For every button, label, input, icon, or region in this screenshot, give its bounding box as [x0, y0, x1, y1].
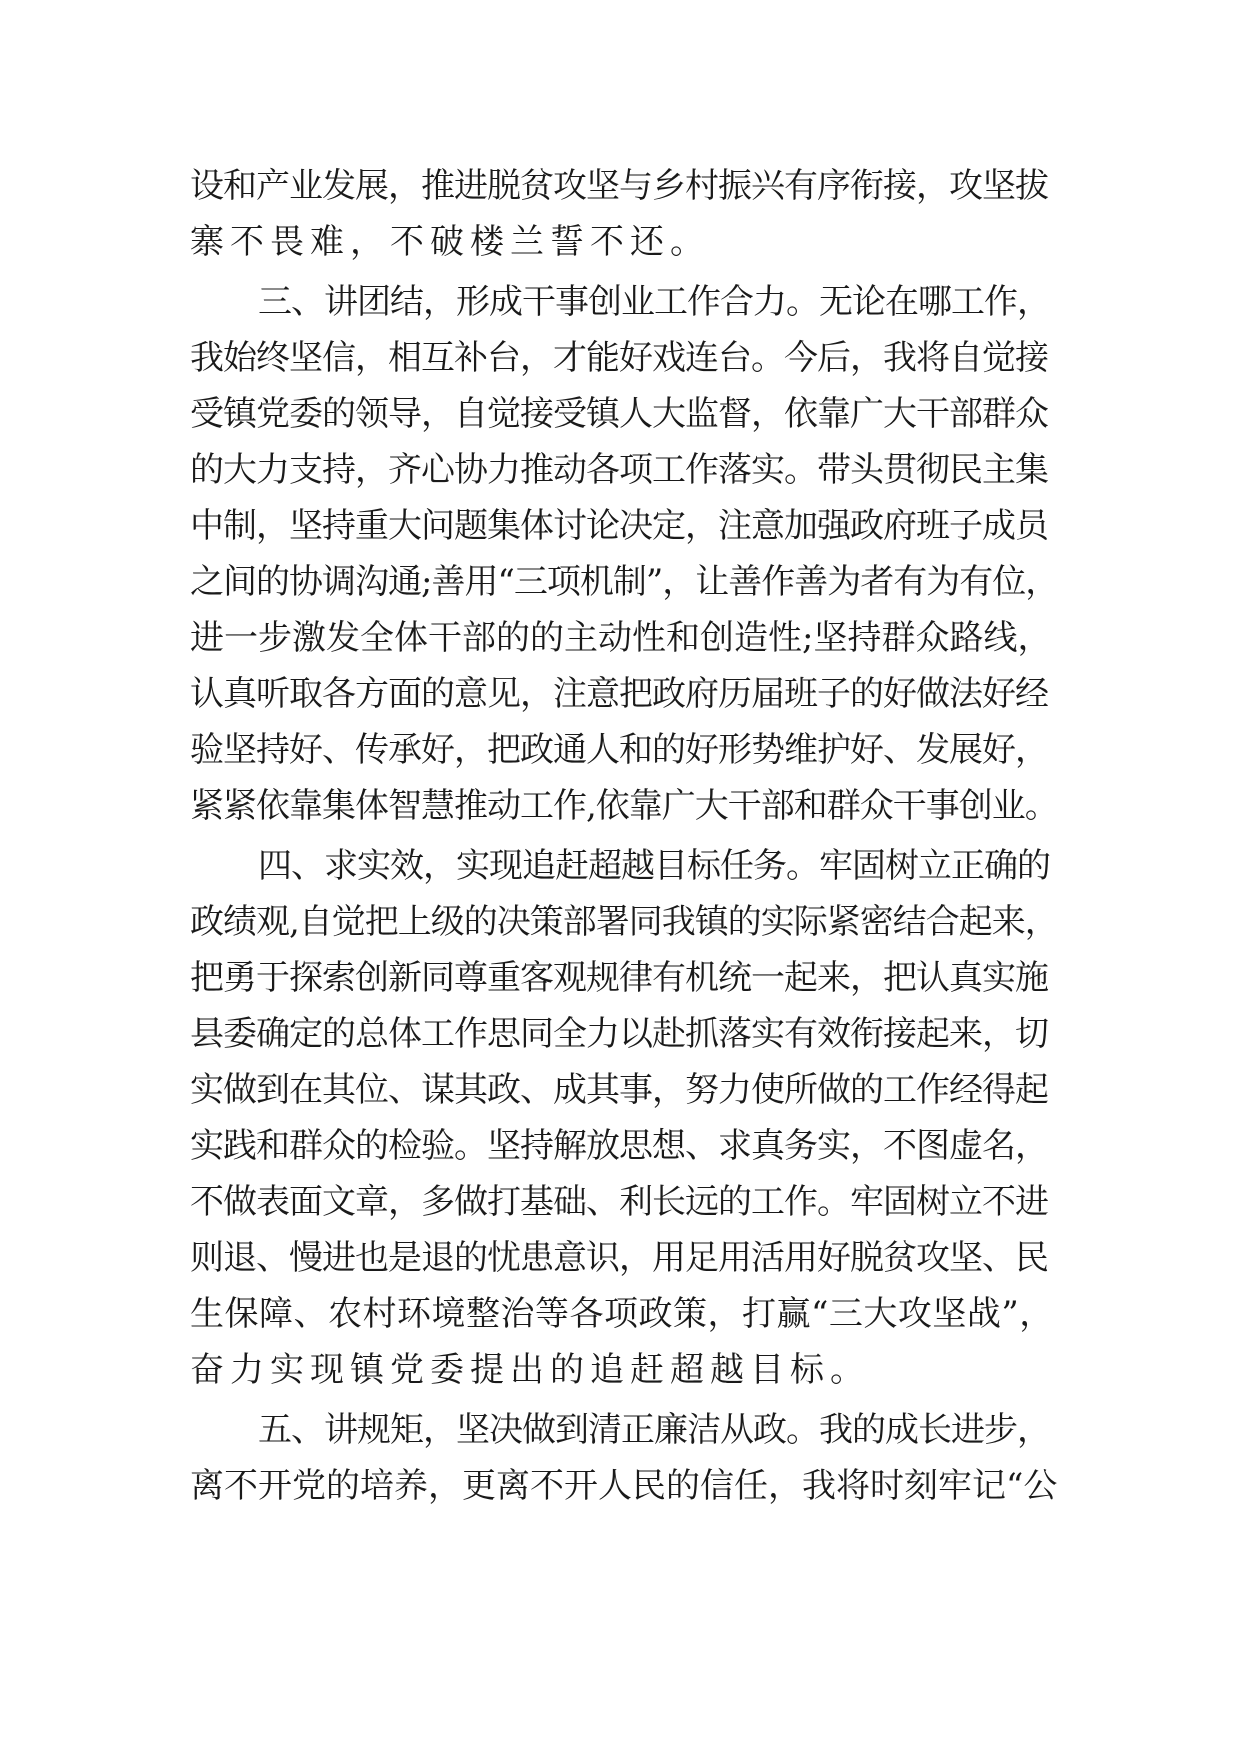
- text-line: 实践和群众的检验。坚持解放思想、求真务实，不图虚名，: [190, 1126, 1048, 1166]
- text-line: 认真听取各方面的意见，注意把政府历届班子的好做法好经: [190, 674, 1048, 714]
- text-line: 离不开党的培养，更离不开人民的信任，我将时刻牢记“公: [190, 1466, 1058, 1506]
- text-line: 生保障、农村环境整治等各项政策，打赢“三大攻坚战”，: [190, 1294, 1054, 1334]
- paragraph-start-line: 三、讲团结，形成干事创业工作合力。无论在哪工作，: [258, 282, 1050, 322]
- text-line: 不做表面文章，多做打基础、利长远的工作。牢固树立不进: [190, 1182, 1048, 1222]
- text-line: 把勇于探索创新同尊重客观规律有机统一起来，把认真实施: [190, 958, 1048, 998]
- text-line: 实做到在其位、谋其政、成其事，努力使所做的工作经得起: [190, 1070, 1048, 1110]
- paragraph-start-line: 五、讲规矩，坚决做到清正廉洁从政。我的成长进步，: [258, 1410, 1050, 1450]
- text-line: 之间的协调沟通;善用“三项机制”，让善作善为者有为有位，: [190, 562, 1059, 602]
- text-line: 紧紧依靠集体智慧推动工作,依靠广大干部和群众干事创业。: [190, 786, 1058, 826]
- text-line: 中制，坚持重大问题集体讨论决定，注意加强政府班子成员: [190, 506, 1048, 546]
- text-line: 寨不畏难，不破楼兰誓不还。: [190, 222, 710, 262]
- text-line: 进一步激发全体干部的的主动性和创造性;坚持群众路线，: [190, 618, 1052, 658]
- text-line: 则退、慢进也是退的忧患意识，用足用活用好脱贫攻坚、民: [190, 1238, 1048, 1278]
- text-line: 设和产业发展，推进脱贫攻坚与乡村振兴有序衔接，攻坚拔: [190, 166, 1048, 206]
- text-line: 验坚持好、传承好，把政通人和的好形势维护好、发展好，: [190, 730, 1048, 770]
- text-line: 的大力支持，齐心协力推动各项工作落实。带头贯彻民主集: [190, 450, 1048, 490]
- paragraph-start-line: 四、求实效，实现追赶超越目标任务。牢固树立正确的: [258, 846, 1050, 886]
- text-line: 奋力实现镇党委提出的追赶超越目标。: [190, 1350, 870, 1390]
- text-line: 受镇党委的领导，自觉接受镇人大监督，依靠广大干部群众: [190, 394, 1048, 434]
- text-line: 政绩观,自觉把上级的决策部署同我镇的实际紧密结合起来，: [190, 902, 1058, 942]
- text-line: 我始终坚信，相互补台，才能好戏连台。今后，我将自觉接: [190, 338, 1048, 378]
- text-line: 县委确定的总体工作思同全力以赴抓落实有效衔接起来，切: [190, 1014, 1048, 1054]
